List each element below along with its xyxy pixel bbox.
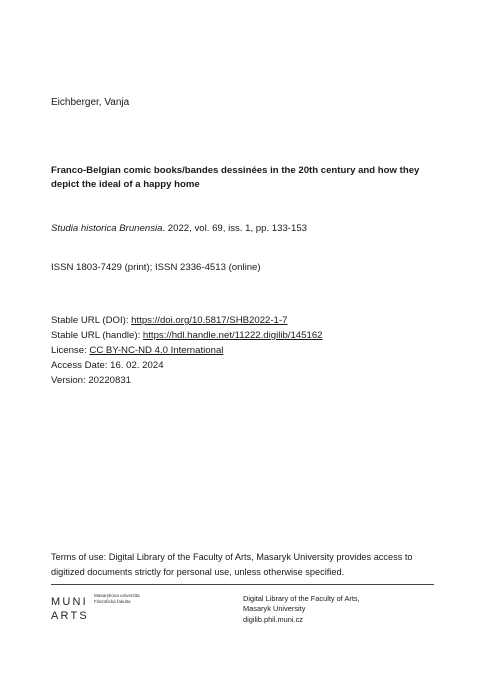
metadata-block <box>51 313 323 388</box>
issn: ISSN 1803-7429 (print); ISSN 2336-4513 (online) <box>51 262 261 273</box>
logo-university: Masarykova univerzita <box>94 593 140 598</box>
doi-line <box>51 313 323 328</box>
logo-line2: ARTS <box>51 610 89 622</box>
citation <box>51 223 307 234</box>
handle-label: Stable URL (handle): <box>51 330 143 341</box>
library-line2: Masaryk University <box>243 604 306 613</box>
library-url[interactable]: digilib.phil.muni.cz <box>243 615 303 624</box>
doi-label: Stable URL (DOI): <box>51 315 132 326</box>
author-name: Eichberger, Vanja <box>51 97 130 108</box>
license-link[interactable]: CC BY-NC-ND 4.0 International <box>89 345 224 356</box>
journal-name: Studia historica Brunensia <box>51 223 163 234</box>
logo-subtitle <box>94 593 140 605</box>
citation-details: . 2022, vol. 69, iss. 1, pp. 133-153 <box>162 223 308 234</box>
muni-arts-logo <box>51 593 99 625</box>
library-line1: Digital Library of the Faculty of Arts, <box>243 594 360 603</box>
license-line <box>51 343 323 358</box>
footer-divider <box>51 584 434 585</box>
handle-line <box>51 328 323 343</box>
logo-faculty: Filozofická fakulta <box>94 599 131 604</box>
document-title: Franco-Belgian comic books/bandes dessinées in the 20th century and how they depict the ideal of a happy home <box>51 165 420 190</box>
license-label: License: <box>51 345 90 356</box>
logo-line1: MUNI <box>51 596 88 608</box>
handle-link[interactable]: https://hdl.handle.net/11222.digilib/145162 <box>142 330 323 341</box>
access-date: Access Date: 16. 02. 2024 <box>51 360 164 371</box>
doi-link[interactable]: https://doi.org/10.5817/SHB2022-1-7 <box>131 315 288 326</box>
version: Version: 20220831 <box>51 375 132 386</box>
terms-of-use: Terms of use: Digital Library of the Faculty of Arts, Masaryk University provides access to digitized documents strictly for personal use, unless otherwise specified. <box>51 552 413 577</box>
library-name <box>243 594 360 614</box>
